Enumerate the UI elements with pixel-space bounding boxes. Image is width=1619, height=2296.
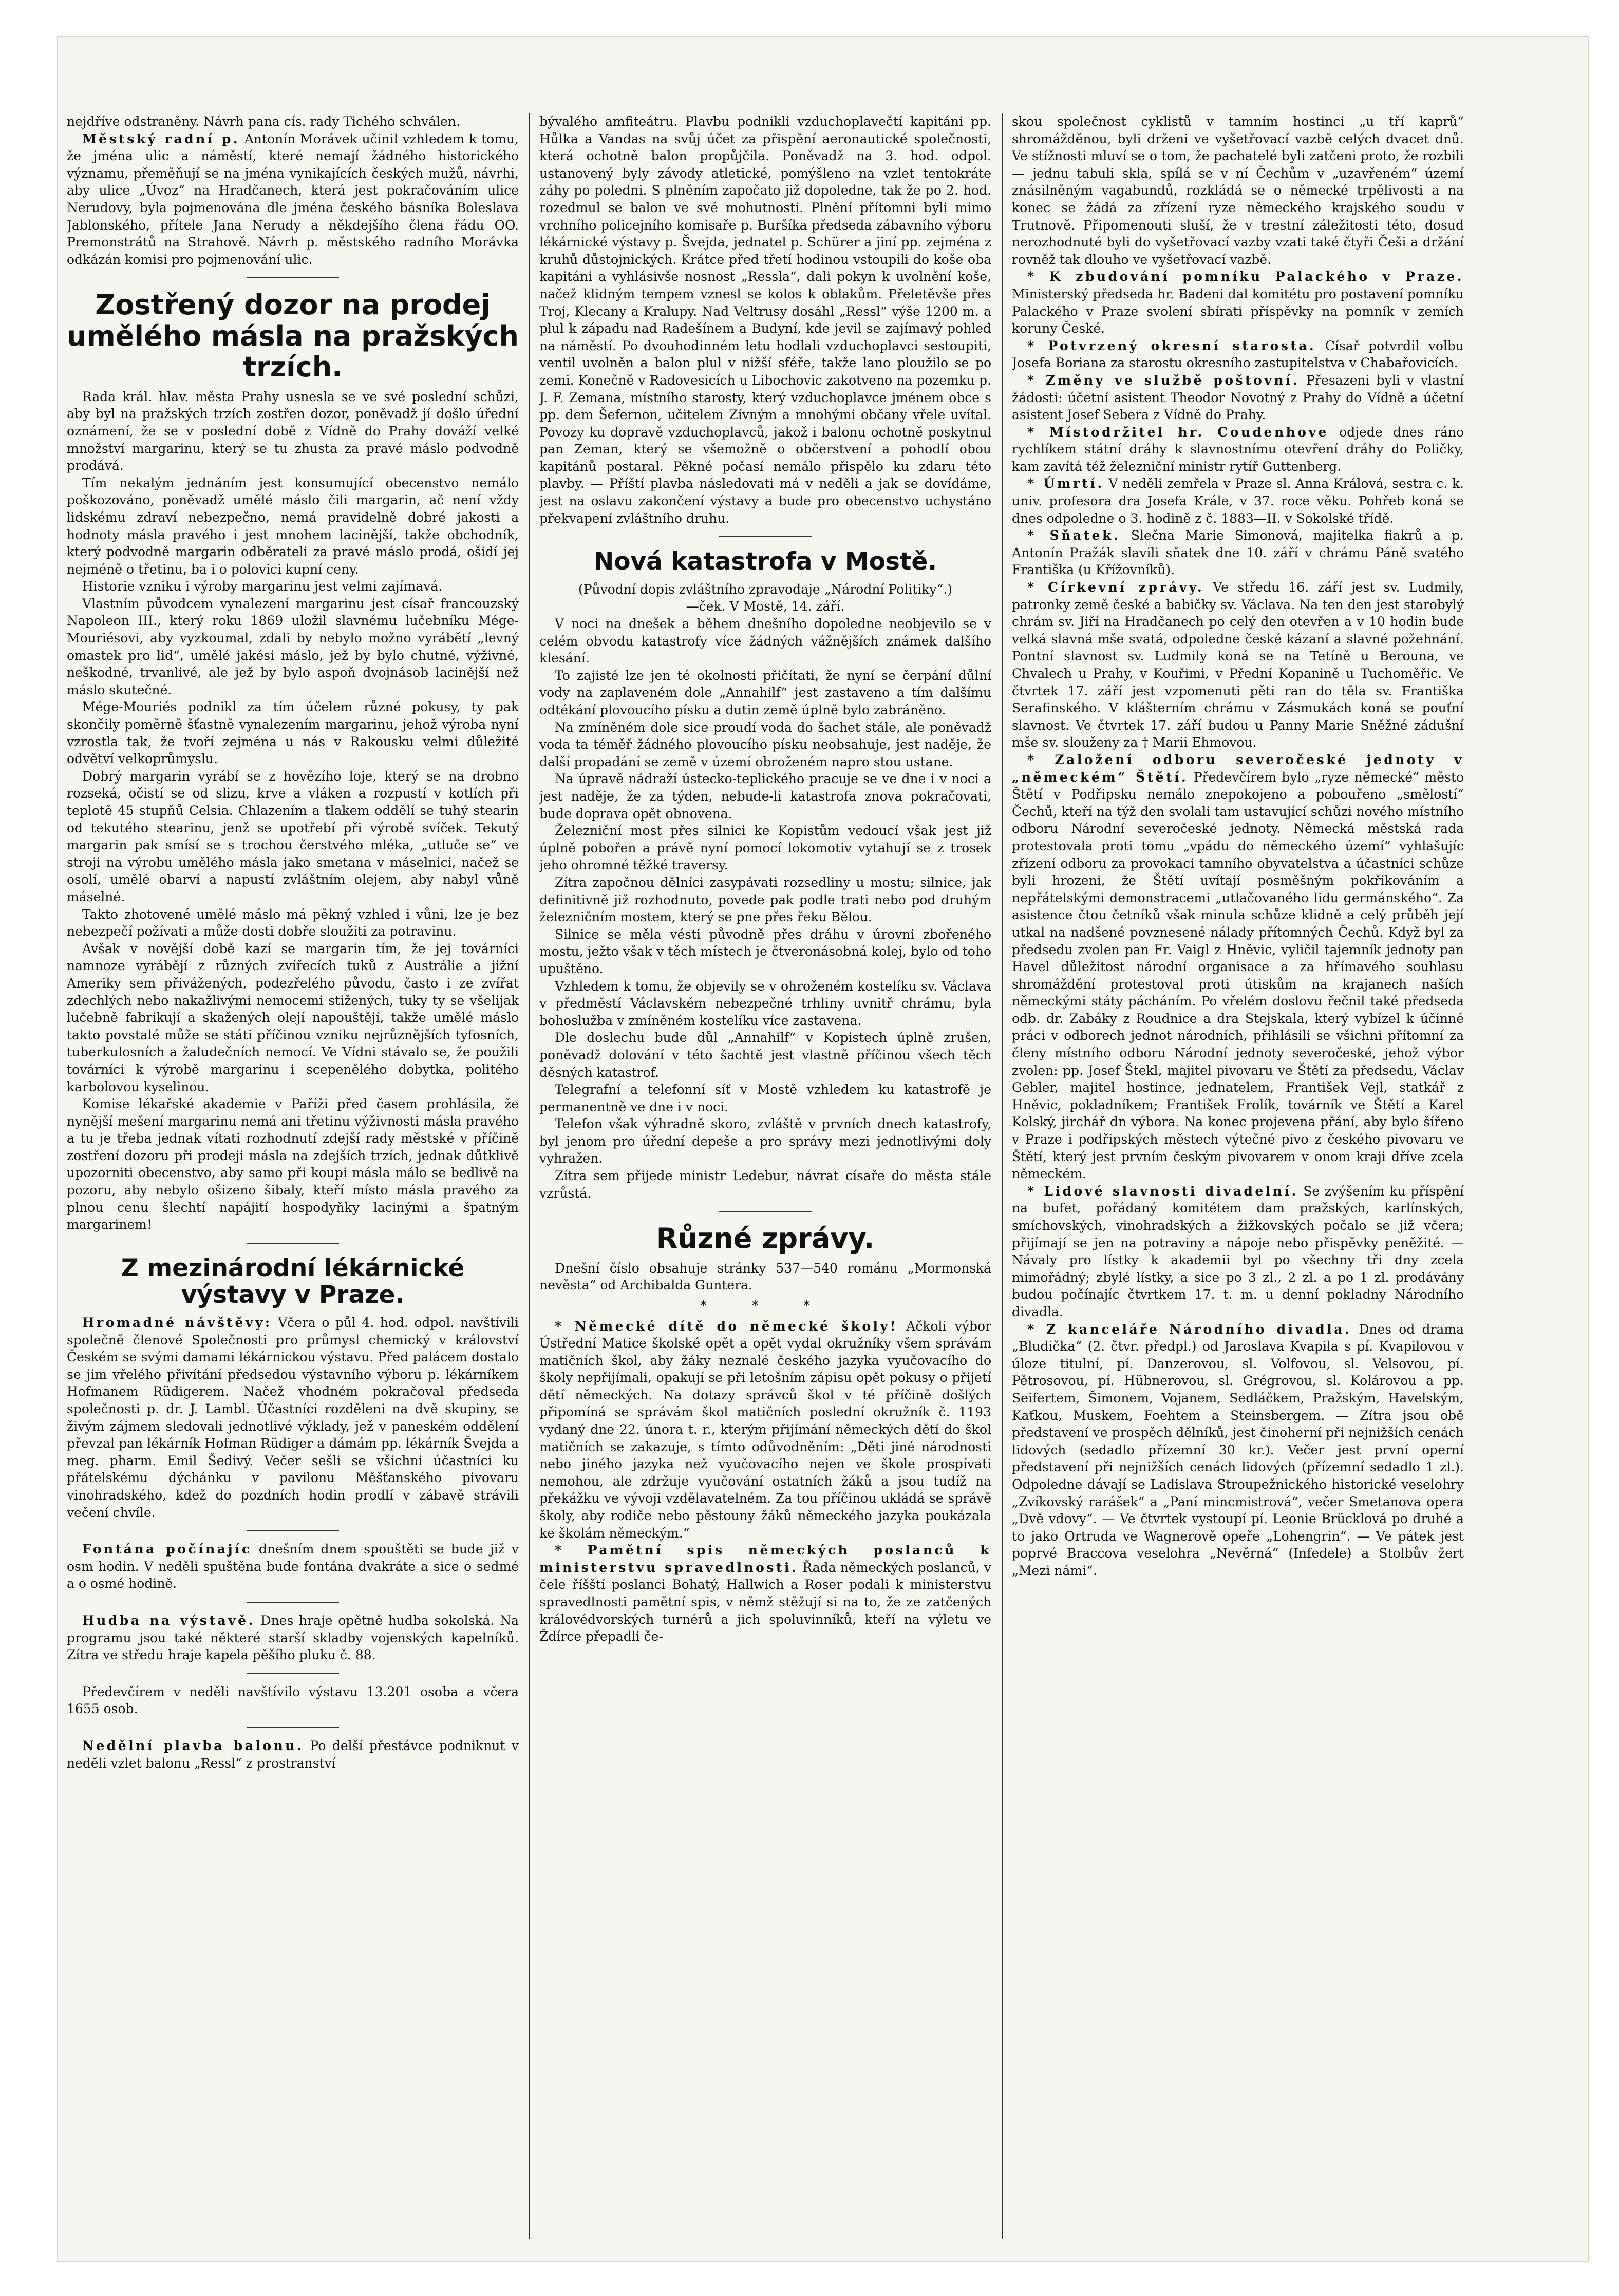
article-paragraph (67, 475, 519, 578)
article-paragraph (67, 388, 519, 475)
article-paragraph (539, 113, 991, 527)
paragraph-text: Vzhledem k tomu, že objevily se v ohroženém kostelíku sv. Václava v předměstí Václavském nebezpečné trhliny uvnitř chrámu, byla bohoslužba v zmíněném kostelíku více zastavena. (539, 978, 991, 1028)
paragraph-text: Po delší přestávce podniknut v neděli vzlet balonu „Ressl“ z prostranství (67, 1738, 519, 1771)
article-byline: (Původní dopis zvláštního zpravodaje „Národní Politiky“.) (578, 581, 953, 597)
column-1 (67, 113, 519, 2244)
article-paragraph (1012, 475, 1464, 527)
article-paragraph (67, 1612, 519, 1664)
paragraph-text: Takto zhotovené umělé máslo má pěkný vzhled i vůni, lze je bez nebezpečí požívati a může dosti dobře sloužiti za potravinu. (67, 906, 519, 939)
paragraph-lead: * Německé dítě do německé školy! (555, 1318, 898, 1334)
paragraph-text: dnešním dnem spouštěti se bude již v osm hodin. V neděli spuštěna bude fontána dvakráte a sice o sedmé a o osmé hodině. (67, 1542, 519, 1591)
paragraph-lead: Hromadné návštěvy: (82, 1315, 272, 1331)
article-paragraph (539, 1029, 991, 1081)
article-headline: Nová katastrofa v Mostě. (593, 547, 937, 576)
article-headline: Z mezinárodní lékárnické výstavy v Praze. (121, 1254, 465, 1310)
paragraph-text: Se zvýšením ku příspění na bufet, pořádaný komitétem dam pražských, karlínských, smíchovských, vinohradských a žižkovských počalo se již včera; přijímají se jen na potraviny a nápoje nebo přispěvky peněžité. — Návaly pro lístky k akademii byl po všechny tři dny zcela mimořádný; zbylé lístky, a sice po 3 zl., 2 zl. a po 1 zl. prodávány budou počínajíc čtvrtkem 17. t. m. u denní pokladny Národního divadla. (1012, 1183, 1464, 1319)
paragraph-text: To zajisté lze jen té okolnosti přičítati, že nyní se čerpání důlní vody na zaplaveném dole „Annahilf“ jest zastaveno a tím dalšímu odtékání plovoucího písku a dutin země úplně bylo zabráněno. (539, 668, 991, 718)
article-paragraph (539, 667, 991, 719)
article-paragraph (539, 874, 991, 926)
section-rule (247, 1727, 339, 1728)
paragraph-text: Dle doslechu bude důl „Annahilf“ v Kopistech úplně zrušen, poněvadž dolování v této šachtě jest vlastně příčinou všech těch děsných katastrof. (539, 1030, 991, 1080)
paragraph-text: Dnes hraje opětně hudba sokolská. Na programu jsou také některé starší skladby vojenských kapelníků. Zítra ve středu hraje kapela pěšího pluku č. 88. (67, 1613, 519, 1663)
paragraph-text: Tím nekalým jednáním jest konsumující obecenstvo nemálo poškozováno, poněvadž umělé máslo čili margarin, ač není vždy lidskému zdraví nebezpečno, nemá pravidelně dobré jakosti a hodnoty másla pravého i jest mnohem lacinější, takže obchodník, který podvodně margarin odběrateli za pravé máslo prodá, ošidí jej nejméně o třetinu, ba i o polovici kupní ceny. (67, 475, 519, 577)
section-rule (247, 1673, 339, 1674)
paragraph-lead: Hudba na výstavě. (82, 1613, 255, 1628)
paragraph-text: bývalého amfiteátru. Plavbu podnikli vzduchoplavečtí kapitáni pp. Hůlka a Vandas na svůj účet za přispění aeronautické společnosti, která ochotně balon propůjčila. Poněvadž na 3. hod. odpol. ustanovený byly závody atletické, pomýšleno na vzlet tentokráte záhy po poledni. S plněním započato již dopoledne, tak že po 2. hod. rozedmul se balon ve své mohutnosti. Plnění přítomni byli mimo vrchního policejního komisaře p. Buršíka předseda zábavního výboru lékárnické výstavy p. Švejda, jednatel p. Schürer a jiní pp. zejména z kruhů důstojnických. Krátce před třetí hodinou vstoupili do koše oba kapitáni a vyhlásivše nosnost „Ressla“, dali pokyn k uvolnění koše, načež klidným tempem vznesl se kolos k oblakům. Přeletěvše přes Troj, Klecany a Kralupy. Nad Veltrusy dosáhl „Ressl“ výše 1200 m. a plul k západu nad Radešínem a Budyní, kde jevil se zajímavý pohled na náměstí. Po dvouhodinném letu hodlali vzduchoplavci sestoupiti, ventil uvolněn a balon plul v nižší sféře, takže lano ploužilo se po zemi. Konečně v Radovesicích u Libochovic zakotveno na pozemku p. J. F. Zemana, místního starosty, který vzduchoplavce jménem obce s pp. dem Šefernon, učitelem Zívným a mnohými občany vřele uvítal. Povozy ku dopravě vzduchoplavců, jakož i balonu ochotně poskytnul pan Zeman, který se všemožně o občerstvení a pohodlí obou kapitánů postaral. Pěkné počasí nemálo přispělo ku zdaru této plavby. — Příští plavba následovati má v neděli a jak se dovídáme, jest na oslavu zakončení výstavy a bude pro obecenstvo uchystáno překvapení zvláštního druhu. (539, 114, 991, 526)
article-headline: Různé zprávy. (656, 1222, 875, 1255)
paragraph-lead: * Založení odboru severočeské jednoty v „německém“ Štětí. (1012, 752, 1464, 785)
paragraph-text: Telegrafní a telefonní síť v Mostě vzhledem ku katastrofě je permanentně ve dne i v noci. (539, 1082, 991, 1114)
paragraph-text: Ve středu 16. září jest sv. Ludmily, patronky země české a babičky sv. Václava. Na ten den jest starobylý chrám sv. Jiří na Hradčanech po celý den otevřen a v 10 hodin bude velká slavná mše svatá, odpoledne české kázaní a slavné požehnání. Pontní slavnost sv. Ludmily koná se na Tetíně u Berouna, ve Chvalech u Prahy, v Kouřimi, v Přední Kopanině u Tuchoměřic. Ve čtvrtek 17. září jest vzpomenuti pěti ran do těla sv. Františka Serafinského. V klášterním chrámu v Zásmukách koná se pouťní slavnost. Ve čtvrtek 17. září budou u Panny Marie Sněžné zádušní mše sv. slouženy za † Marii Ehmovou. (1012, 580, 1464, 750)
article-paragraph (539, 719, 991, 771)
article-paragraph (1012, 268, 1464, 337)
paragraph-text: Na úpravě nádraží ústecko-teplického pracuje se ve dne i v noci a jest naděje, že za týden, nebude-li katastrofa znova pokračovati, bude doprava opět obnovena. (539, 771, 991, 821)
section-rule (247, 277, 339, 278)
article-paragraph (539, 1115, 991, 1167)
paragraph-text: Včera o půl 4. hod. odpol. navštívili společně členové Společnosti pro průmysl chemický v království Českém se svými damami lékárnickou výstavu. Před palácem dostalo se jim vřelého přivítání předsedou výstavního výboru p. lékárníkem Hofmanem Rüdigerem. Načež vhodném pokračoval předseda společnosti p. dr. J. Lambl. Účastníci rozděleni na dvě skupiny, se živým zájmem sledovali jednotlivé výklady, jež v paneském oddělení převzal pan lékárník Hofman Rüdiger a dámám pp. lékárník Švejda a meg. pharm. Emil Šedivý. Večer sešli se všichni účastníci ku přátelskému dýchánku v pavilonu Měšťanského pivovaru vinohradského, kdež do pozdních hodin prodlí v zábavě strávili večení chvíle. (67, 1315, 519, 1520)
paragraph-text: Císař potvrdil volbu Josefa Boriana za starostu okresního zastupitelstva v Chabařovicích. (1012, 338, 1464, 371)
column-3 (1012, 113, 1464, 2244)
article-paragraph (67, 1541, 519, 1592)
paragraph-text: Antonín Morávek učinil vzhledem k tomu, že jména ulic a náměstí, které nemají žádného historického významu, přeměňují se na jména vynikajících českých mužů, návrhi, aby ulice „Úvoz“ na Hradčanech, která jest pokračováním ulice Nerudovy, byla pojmenována dle jména českého básníka Boleslava Jablonského, přítele Jana Nerudy a někdejšího člena řádu OO. Premonstrátů na Strahově. Návrh p. městského radního Morávka odkázán komisi pro pojmenování ulic. (67, 131, 519, 267)
article-paragraph (1012, 337, 1464, 372)
paragraph-lead: * Sňatek. (1027, 528, 1121, 543)
paragraph-text: odjede dnes ráno rychlíkem státní dráhy k slavnostnímu otevření dráhy do Poličky, kam zavítá též železniční ministr rytíř Guttenberg. (1012, 424, 1464, 474)
paragraph-lead: * K zbudování pomníku Palackého v Praze. (1027, 269, 1464, 284)
paragraph-text: Rada král. hlav. města Prahy usnesla se ve své poslední schůzi, aby byl na pražských trzích zostřen dozor, poněvadž jí došlo úřední oznámení, že se v poslední době z Vídně do Prahy dováží velké množství margarinu, který se tu zhusta za pravé máslo podvodně prodává. (67, 389, 519, 473)
paragraph-lead: * Místodržitel hr. Coudenhove (1027, 424, 1329, 440)
article-paragraph (67, 698, 519, 767)
paragraph-text: Dnešní číslo obsahuje stránky 537—540 románu „Mormonská nevěsta“ od Archibalda Guntera. (539, 1260, 991, 1293)
section-rule (719, 536, 812, 537)
article-paragraph (1012, 424, 1464, 476)
paragraph-text: Řada německých poslanců, v čele říšští poslanci Bohatý, Hallwich a Roser podali k ministerstvu spravedlnosti pamětní spis, v němž stěžují si na to, že ze zatčených královédvorských turnérů a jich spoluvinníků, kteří na výletu ve Ždírce přepadli če- (539, 1560, 991, 1644)
article-paragraph (539, 770, 991, 822)
paragraph-lead: * Úmrtí. (1027, 476, 1104, 491)
paragraph-lead: * Církevní zprávy. (1027, 580, 1204, 595)
article-paragraph (539, 822, 991, 874)
article-paragraph (1012, 751, 1464, 1183)
paragraph-text: Vlastním původcem vynalezení margarinu jest císař francouzský Napoleon III., který roku 1869 uložil slavnému lučebníku Mége-Mouriésovi, aby vyzkoumal, zdali by nebylo možno vyrábětí „levný omastek pro lid“, umělé jakési máslo, jež by bylo chutné, výživné, neškodné, trvanlivé, ale jež by bylo aspoň dvojnásob lacinější než máslo skutečné. (67, 596, 519, 697)
paragraph-text: skou společnost cyklistů v tamním hostinci „u tří kaprů“ shromážděnou, byli drženi ve vyšetřovací vazbě celých dvacet dnů. Ve stížnosti mluví se o tom, že pachatelé byli zatčeni proto, že rozbili — jednu tabuli skla, spílá se v ní Čechům v „uzavřeném“ území znásilněným vagabundů, rozkládá se o německé trpělivosti a na konec se žádá za zřízení ryze německého krajského soudu v Trutnově. Připomenouti sluší, že v trestní záležitosti této, dosud nerozhodnuté byli do vyšetřovací vazby vzati také čtyři Češi a držání rovněž tak dlouho ve vyšetřovací vazbě. (1012, 114, 1464, 267)
article-byline: —ček. V Mostě, 14. září. (686, 599, 845, 614)
paragraph-lead: * Změny ve službě poštovní. (1027, 372, 1300, 388)
article-paragraph (67, 1737, 519, 1772)
article-paragraph (539, 1167, 991, 1202)
column-divider (529, 113, 530, 2239)
paragraph-lead: Nedělní plavba balonu. (82, 1738, 304, 1753)
paragraph-text: nejdříve odstraněny. Návrh pana cís. rady Tichého schválen. (67, 114, 460, 129)
paragraph-lead: Městský radní p. (82, 131, 240, 146)
article-paragraph (539, 615, 991, 667)
article-paragraph (67, 940, 519, 1095)
article-paragraph (1012, 579, 1464, 751)
paragraph-text: Zítra sem přijede ministr Ledebur, návrat císaře do města stále vzrůstá. (539, 1168, 991, 1201)
paragraph-lead: * Pamětní spis německých poslanců k ministerstvu spravedlnosti. (539, 1543, 991, 1575)
article-paragraph (1012, 1321, 1464, 1580)
paragraph-text: Historie vzniku i výroby margarinu jest velmi zajímavá. (82, 579, 443, 594)
paragraph-text: V neděli zemřela v Praze sl. Anna Králová, sestra c. k. univ. profesora dra Josefa Krále, v 37. roce věku. Pohřeb koná se dnes odpoledne o 3. hodině z č. 1883—II. v Sokolské třídě. (1012, 476, 1464, 526)
paragraph-text: Telefon však výhradně skoro, zvláště v prvních dnech katastrofy, byl jenom pro úřední depeše a pro správy mezi jednotlivými doly vyhražen. (539, 1116, 991, 1166)
article-paragraph (539, 1081, 991, 1115)
column-2 (539, 113, 991, 2244)
paragraph-lead: Fontána počínajíc (82, 1542, 252, 1557)
paragraph-text: Komise lékařské akademie v Paříži před časem prohlásila, že nynější mešení margarinu nemá ani třetinu výživnosti másla pravého a tu je třeba jednak vítati rozhodnutí zdejší rady městské v příčině zostření dozoru při prodeji másla na zdejších trzích, jednak důtklivě upozorniti obecenstvo, aby samo při koupi másla málo se bedlivě na pozoru, aby nebylo ošizeno šibaly, kteří místo másla pravého za plnou cenu šlechtí napájití hospodyňky lacinými a špatným margarinem! (67, 1096, 519, 1232)
article-paragraph (539, 978, 991, 1030)
article-paragraph (1012, 113, 1464, 268)
article-paragraph (67, 595, 519, 699)
paragraph-lead: * Lidové slavnosti divadelní. (1027, 1183, 1298, 1199)
article-paragraph (67, 113, 519, 130)
article-paragraph (67, 578, 519, 595)
article-paragraph (67, 130, 519, 269)
article-paragraph (539, 1260, 991, 1294)
paragraph-lead: * Potvrzený okresní starosta. (1027, 338, 1316, 353)
article-paragraph (539, 1542, 991, 1645)
section-rule (719, 1211, 812, 1212)
article-paragraph (1012, 372, 1464, 424)
paragraph-text: Ačkoli výbor Ústřední Matice školské opět a opět vydal okružníky všem správám matičních škol, aby žáky neznalé českého jazyka vyučovacího do školy nepřijímali, opakují se při letošním zápisu opět pokusy o přijetí dětí německých. Na dotazy správců škol v té příčině došlých připomíná se správám škol matičních poslední okružník č. 1193 vydaný dne 22. února t. r., kterým přijímání německých dětí do škol matičních se zakazuje, s tímto odůvodněním: „Děti jiné národnosti nebo jiného jazyka než vyučovacího nejen ve škole prospívati nemohou, ale zdržuje vyučování ostatních žáků a jsou tudíž na překážku ve vývoji vzdělavatelném. Za tou příčinou ukládá se správě školy, aby rodiče nebo pěstouny žáků německého jazyka poukázala ke školám německým.“ (539, 1318, 991, 1541)
article-paragraph (67, 768, 519, 906)
article-paragraph (1012, 527, 1464, 579)
article-paragraph (67, 906, 519, 940)
paragraph-text: Ministerský předseda hr. Badeni dal komitétu pro postavení pomníku Palackého v Praze svolení sbírati příspěvky na pomník v zemích koruny České. (1012, 286, 1464, 336)
paragraph-text: Slečna Marie Simonová, majitelka fiakrů a p. Antonín Pražák slavili sňatek dne 10. září v chrámu Páně svatého Františka (u Křížovníků). (1012, 528, 1464, 578)
section-rule (247, 1602, 339, 1603)
article-paragraph (67, 1683, 519, 1718)
article-paragraph (1012, 1183, 1464, 1321)
paragraph-text: Mége-Mouriés podnikl za tím účelem různé pokusy, ty pak skončily poměrně šťastně vynalezením margarinu, jehož výroba nyní vzrostla tak, že tvoří zejména u nás v Rakousku velmi důležité odvětví velkoprůmyslu. (67, 699, 519, 767)
paragraph-text: Předevčírem bylo „ryze německé“ město Štětí v Podřipsku nemálo znepokojeno a pobouřeno „smělostí“ Čechů, kteří na týž den svolali tam ustavující schůzi nového místního odboru Národní severočeské jednoty. Německá městská rada protestovala proti tomu „vpádu do německého území“ vyhlašujíc zřízení odboru za provokaci tamního obyvatelstva a účastníci schůze byli hrozeni, že Štětí uvítají posměšným pokřikováním a nepřátelskými demonstracemi „utlačovaného lidu germánského“. Za asistence čtou četníků však minula schůze klidně a celý průběh její utkal na nadšené povznesené nálady přítomných Čechů. Když byl za předsedu zvolen pan Fr. Vaigl z Hněvic, vyličil tajemník jednoty pan Havel důležitost národní organisace a za hřímavého souhlasu shromáždění protestoval proti útiskům na krajanech naších německými státy pácháním. Po vřelém doslovu řečnil také předseda odb. dr. Zabáky z Roudnice a dra Stejskala, který vybízel k účinné práci v odborech jednot národních, přihlásili se všichni přítomní za členy místního odboru Národní jednoty severočeské, jehož výbor zvolen: pp. Josef Štekl, majitel pivovaru ve Štětí za předsedu, Václav Gebler, majitel hostince, jednatelem, František Vejl, statkář z Hněvic, pokladníkem; František Frolík, továrník ve Štětí a Karel Kolský, jirchář dn výbora. Na konec projevena přání, aby bylo šířeno v Praze i podřipských městech výtečné pivo z českého pivovaru ve Štětí, který jest prvním českým pivovarem v onom kraji dříve zcela německém. (1012, 769, 1464, 1182)
paragraph-text: Na zmíněném dole sice proudí voda do šachet stále, ale poněvadž voda ta téměř žádného plovoucího písku neobsahuje, jest naděje, že další propadání se země v území obroženém napro stou ustane. (539, 719, 991, 769)
paragraph-text: Silnice se měla vésti původně přes dráhu v úrovni zbořeného mostu, ježto však v těch místech je čtveronásobná kolej, bylo od toho upuštěno. (539, 926, 991, 976)
section-rule (247, 1243, 339, 1244)
paragraph-text: Dobrý margarin vyrábí se z hovězího loje, který se na drobno rozseká, očistí se od slizu, krve a vláken a rozpustí v kotlích při teplotě 45 stupňů Celsia. Chlazením a tlakem oddělí se tuhý stearin od tekutého stearinu, jenž se upotřebí při výrobě svíček. Tekutý margarin pak smísí se s trochou čerstvého mléka, „utluče se“ ve stroji na výrobu umělého másla jako smetana v máselnici, načež se osolí, umělé obarví a napustí zvláštním olejem, aby nabyl vůně máselné. (67, 768, 519, 904)
section-separator: * * * (700, 1298, 831, 1313)
paragraph-text: Zítra započnou dělníci zasypávati rozsedliny u mostu; silnice, jak definitivně již rozhodnuto, povede pak podle trati nebo pod druhým železničním mostem, který se pne přes řeku Bělou. (539, 875, 991, 925)
article-paragraph (67, 1095, 519, 1234)
paragraph-text: Přesazeni byli v vlastní žádosti: účetní asistent Theodor Novotný z Prahy do Vídně a účetní asistent Josef Sebera z Vídně do Prahy. (1012, 372, 1464, 423)
paragraph-lead: * Z kanceláře Národního divadla. (1027, 1321, 1352, 1337)
article-paragraph (67, 1314, 519, 1521)
article-headline: Zostřený dozor na prodej umělého másla na pražských trzích. (67, 289, 519, 384)
paragraph-text: V noci na dnešek a během dnešního dopoledne neobjevilo se v celém obvodu katastrofy více žádných vážnějších známek dalšího klesání. (539, 616, 991, 666)
article-paragraph (539, 1318, 991, 1542)
paragraph-text: Předevčírem v neděli navštívilo výstavu 13.201 osoba a včera 1655 osob. (67, 1684, 519, 1717)
section-rule (247, 1530, 339, 1531)
paragraph-text: Železniční most přes silnici ke Kopistům vedoucí však jest již úplně pobořen a právě nyní pomocí lokomotiv vytahují se z trosek jeho ohromné těžké traversy. (539, 823, 991, 873)
paragraph-text: Dnes od drama „Bludička“ (2. čtvr. předpl.) od Jaroslava Kvapila s pí. Kvapilovou v úloze titulní, pí. Danzerovou, sl. Volfovou, sl. Velsovou, pí. Pětrosovou, pí. Hübnerovou, sl. Grégrovou, sl. Kolárovou a pp. Seifertem, Šimonem, Vojanem, Sedláčkem, Pražským, Havelským, Kaťkou, Muskem, Foehtem a Steinsbergem. — Zítra jsou obě představení ve prospěch dělníků, jest činoherní při nejnižších cenách lidových (sedadlo přízemní 30 kr.). Večer jest první operní představení při nejnižších cenách lidových (přízemní sedadlo 1 zl.). Odpoledne dávají se Ladislava Stroupežnického historické veselohry „Zvíkovský rarášek“ a „Paní mincmistrová“, večer Smetanova opera „Dvě vdovy“. — Ve čtvrtek vystoupí pí. Leonie Brücklová po druhé a to jako Ortruda ve Wagnerově opeře „Lohengrin“. — Ve pátek jest poprvé Braccova veselohra „Nevěrná“ (Infedele) a Stolbův žert „Mezi námi“. (1012, 1321, 1464, 1578)
article-paragraph (539, 926, 991, 978)
paragraph-text: Avšak v novější době kazí se margarin tím, že jej továrníci namnoze vyrábějí z různých zvířecích tuků z Austrálie a jižní Ameriky sem přivážených, podezřelého původu, často i ze zvířat zdechlých nebo nakažlivými nemocemi stižených, tuky ty se všelijak lučebně fabrikují a skažených olejí napouštějí, takže umělé máslo takto povstalé může se státi příčinou vzniku nejrůznějších tyfosních, tuberkulosních a žaludečních nemocí. Ve Vídni stávalo se, že použili továrníci k výrobě margarinu i scepenělého dobytka, politého karbolovou kyselinou. (67, 941, 519, 1094)
column-divider (1002, 113, 1003, 2239)
